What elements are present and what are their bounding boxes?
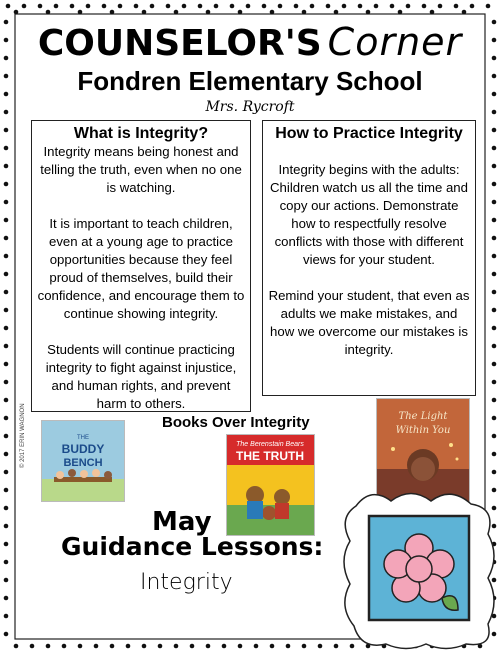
border-dot	[492, 344, 497, 349]
border-dot	[142, 10, 147, 15]
berenstain-bears-book-cover	[226, 434, 315, 536]
border-dot	[318, 644, 323, 649]
border-dot	[174, 644, 179, 649]
border-dot	[6, 4, 11, 9]
border-dot	[4, 488, 9, 493]
border-dot	[142, 644, 147, 649]
border-dot	[302, 10, 307, 15]
border-dot	[30, 644, 35, 649]
border-dot	[492, 290, 497, 295]
border-dot	[4, 398, 9, 403]
border-dot	[492, 452, 497, 457]
border-dot	[302, 644, 307, 649]
border-dot	[46, 10, 51, 15]
border-dot	[492, 308, 497, 313]
border-dot	[214, 4, 219, 9]
title-bold: COUNSELOR'S	[37, 23, 322, 64]
border-dot	[78, 10, 83, 15]
border-dot	[14, 10, 19, 15]
border-dot	[374, 4, 379, 9]
border-dot	[492, 398, 497, 403]
teacher-name: Mrs. Rycroft	[205, 99, 295, 115]
border-dot	[4, 200, 9, 205]
border-dot	[4, 470, 9, 475]
border-dot	[4, 308, 9, 313]
border-dot	[462, 10, 467, 15]
border-dot	[4, 128, 9, 133]
svg-text:THE: THE	[77, 435, 89, 441]
border-dot	[206, 10, 211, 15]
border-dot	[398, 10, 403, 15]
flower-badge	[336, 486, 500, 653]
border-dot	[492, 272, 497, 277]
border-dot	[54, 4, 59, 9]
border-dot	[190, 644, 195, 649]
border-dot	[454, 4, 459, 9]
border-dot	[230, 4, 235, 9]
border-dot	[366, 10, 371, 15]
border-dot	[4, 614, 9, 619]
books-heading: Books Over Integrity	[162, 414, 310, 431]
border-dot	[4, 164, 9, 169]
border-dot	[278, 4, 283, 9]
border-dot	[492, 146, 497, 151]
guidance-month: May	[152, 507, 212, 537]
border-dot	[4, 542, 9, 547]
school-name: Fondren Elementary School	[77, 66, 423, 96]
border-dot	[486, 4, 491, 9]
border-dot	[254, 644, 259, 649]
border-dot	[4, 560, 9, 565]
border-dot	[46, 644, 51, 649]
border-dot	[238, 644, 243, 649]
border-dot	[4, 182, 9, 187]
border-dot	[246, 4, 251, 9]
border-dot	[492, 200, 497, 205]
border-dot	[4, 380, 9, 385]
border-dot	[492, 326, 497, 331]
left-heading: What is Integrity?	[73, 125, 209, 142]
border-dot	[294, 4, 299, 9]
svg-text:Within You: Within You	[395, 425, 451, 436]
border-dot	[390, 4, 395, 9]
border-dot	[270, 644, 275, 649]
border-dot	[4, 578, 9, 583]
border-dot	[206, 644, 211, 649]
svg-text:THE TRUTH: THE TRUTH	[236, 449, 304, 463]
border-dot	[492, 236, 497, 241]
border-dot	[4, 344, 9, 349]
what-is-integrity-box	[31, 120, 251, 412]
left-paragraph: It is important to teach children, even at a young age to practice opportunities because they feel proud of themselves, build their confidence, and encourage them to continue showing integrity.	[37, 216, 245, 321]
border-dot	[334, 10, 339, 15]
border-dot	[4, 218, 9, 223]
border-dot	[4, 326, 9, 331]
border-dot	[4, 506, 9, 511]
border-dot	[110, 10, 115, 15]
border-dot	[22, 4, 27, 9]
border-dot	[422, 4, 427, 9]
border-dot	[4, 452, 9, 457]
border-dot	[492, 254, 497, 259]
border-dot	[492, 164, 497, 169]
border-dot	[14, 644, 19, 649]
border-dot	[430, 10, 435, 15]
border-dot	[492, 434, 497, 439]
border-dot	[358, 4, 363, 9]
border-dot	[86, 4, 91, 9]
right-paragraph: Integrity begins with the adults: Children watch us all the time and copy our actions. Demonstrate how to respectfully resolve conflicts with those with different views for your student.	[270, 162, 468, 267]
border-dot	[4, 632, 9, 637]
border-dot	[4, 290, 9, 295]
border-dot	[326, 4, 331, 9]
border-dot	[4, 434, 9, 439]
left-paragraph: Integrity means being honest and telling the truth, even when no one is watching.	[40, 144, 242, 195]
border-dot	[102, 4, 107, 9]
page-title	[0, 20, 500, 64]
svg-text:BENCH: BENCH	[63, 457, 103, 469]
border-dot	[118, 4, 123, 9]
border-dot	[492, 470, 497, 475]
border-dot	[62, 644, 67, 649]
border-dot	[342, 4, 347, 9]
border-dot	[70, 4, 75, 9]
guidance-topic: Integrity	[140, 570, 233, 595]
border-dot	[492, 182, 497, 187]
border-dot	[4, 362, 9, 367]
border-dot	[262, 4, 267, 9]
border-dot	[492, 218, 497, 223]
border-dot	[406, 4, 411, 9]
border-dot	[238, 10, 243, 15]
border-dot	[4, 272, 9, 277]
svg-text:BUDDY: BUDDY	[61, 442, 105, 456]
border-dot	[4, 524, 9, 529]
border-dot	[438, 4, 443, 9]
border-dot	[4, 416, 9, 421]
border-dot	[286, 644, 291, 649]
border-dot	[222, 644, 227, 649]
border-dot	[134, 4, 139, 9]
border-dot	[492, 128, 497, 133]
border-dot	[492, 416, 497, 421]
border-dot	[150, 4, 155, 9]
border-dot	[4, 596, 9, 601]
border-dot	[270, 10, 275, 15]
border-dot	[198, 4, 203, 9]
svg-text:The Light: The Light	[398, 411, 448, 422]
border-dot	[158, 644, 163, 649]
border-dot	[126, 644, 131, 649]
border-dot	[4, 254, 9, 259]
guidance-label: Guidance Lessons:	[61, 532, 324, 561]
border-dot	[470, 4, 475, 9]
buddy-bench-book-cover	[41, 420, 125, 502]
border-dot	[492, 362, 497, 367]
copyright-text: © 2017 ERIN WAGNON	[20, 403, 26, 468]
border-dot	[110, 644, 115, 649]
border-dot	[94, 644, 99, 649]
border-dot	[38, 4, 43, 9]
border-dot	[492, 380, 497, 385]
border-dot	[166, 4, 171, 9]
border-dot	[4, 236, 9, 241]
border-dot	[4, 146, 9, 151]
border-dot	[174, 10, 179, 15]
svg-text:The Berenstain Bears: The Berenstain Bears	[236, 441, 304, 448]
border-dot	[78, 644, 83, 649]
right-paragraph: Remind your student, that even as adults we make mistakes, and how we overcome our mistakes is integrity.	[268, 288, 470, 357]
left-paragraph: Students will continue practicing integrity to fight against injustice, and human rights, and prevent harm to others.	[45, 342, 237, 411]
border-dot	[310, 4, 315, 9]
how-to-practice-box	[262, 120, 476, 396]
right-heading: How to Practice Integrity	[275, 125, 463, 142]
border-dot	[182, 4, 187, 9]
title-script: Corner	[327, 20, 463, 64]
